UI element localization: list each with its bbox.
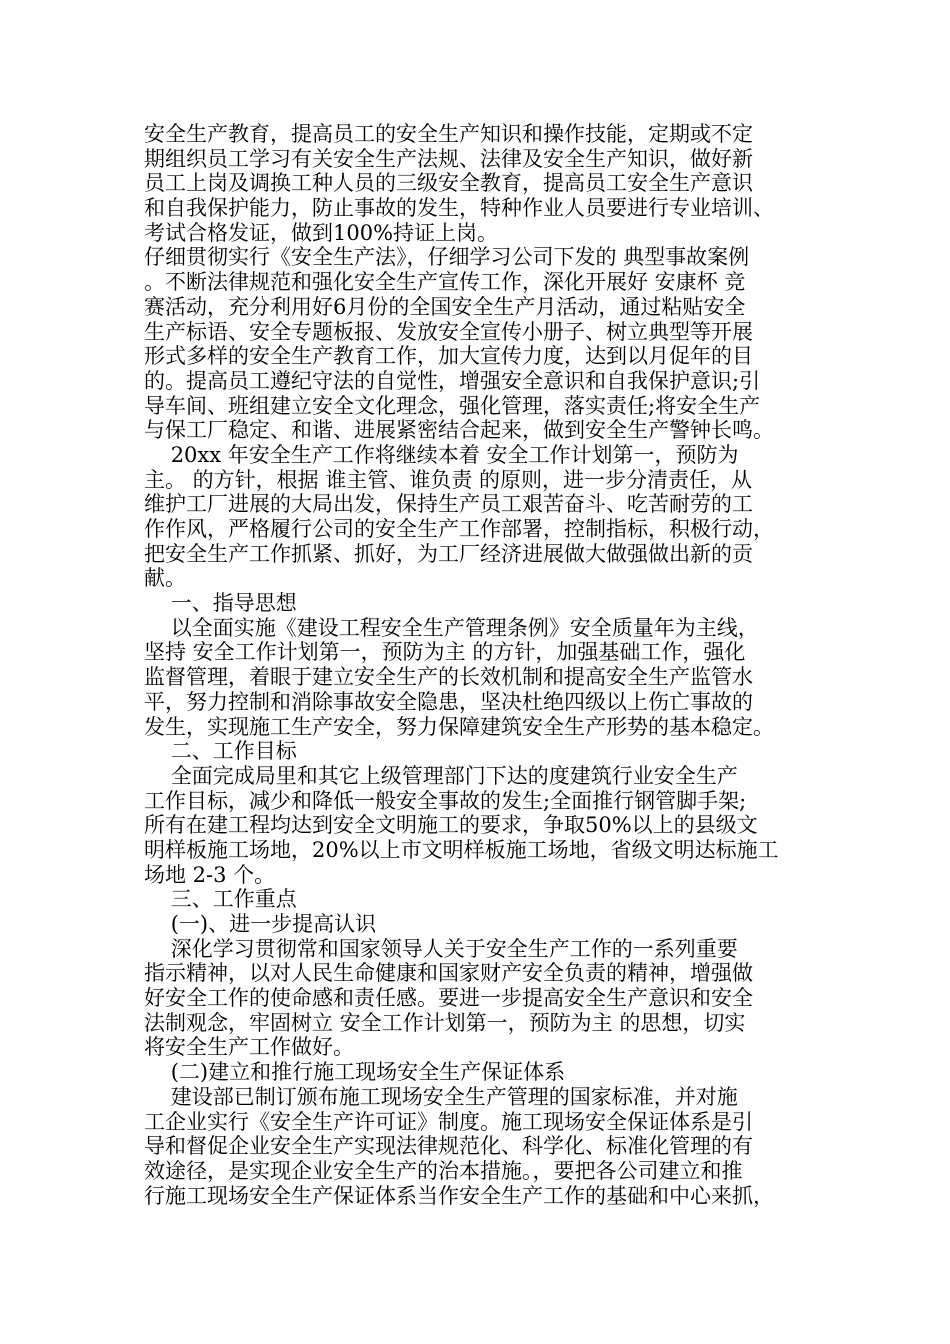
text-line: 生产标语、安全专题板报、发放安全宣传小册子、树立典型等开展: [144, 319, 753, 344]
text-line: 期组织员工学习有关安全生产法规、法律及安全生产知识，做好新: [144, 146, 753, 171]
section-heading: 二、工作目标: [144, 739, 297, 764]
text-line: 建设部已制订颁布施工现场安全生产管理的国家标准，并对施: [144, 1084, 738, 1109]
text-line: 工作目标，减少和降低一般安全事故的发生;全面推行钢管脚手架;: [144, 788, 747, 813]
text-line: 导和督促企业安全生产实现法律规范化、科学化、标准化管理的有: [144, 1134, 753, 1159]
text-line: 法制观念，牢固树立 安全工作计划第一，预防为主 的思想，切实: [144, 1010, 746, 1035]
text-line: 好安全工作的使命感和责任感。要进一步提高安全生产意识和安全: [144, 986, 753, 1011]
text-line: 的。提高员工遵纪守法的自觉性，增强安全意识和自我保护意识;引: [144, 368, 761, 393]
text-line: 效途径，是实现企业安全生产的治本措施。，要把各公司建立和推: [144, 1158, 743, 1183]
text-line: 坚持 安全工作计划第一，预防为主 的方针，加强基础工作，强化: [144, 640, 746, 665]
text-line: 以全面实施《建设工程安全生产管理条例》安全质量年为主线，: [144, 615, 759, 640]
text-line: 全面完成局里和其它上级管理部门下达的度建筑行业安全生产: [144, 763, 738, 788]
text-line: 把安全生产工作抓紧、抓好，为工厂经济进展做大做强做出新的贡: [144, 541, 753, 566]
subsection-heading: (二)建立和推行施工现场安全生产保证体系: [144, 1060, 566, 1085]
text-line: 考试合格发证，做到100%持证上岗。: [144, 220, 499, 245]
text-line: 与保工厂稳定、和谐、进展紧密结合起来，做到安全生产警钟长鸣。: [144, 418, 774, 443]
text-line: 深化学习贯彻常和国家领导人关于安全生产工作的一系列重要: [144, 936, 738, 961]
text-line: 监督管理，着眼于建立安全生产的长效机制和提高安全生产监管水: [144, 665, 753, 690]
text-line: 作作风，严格履行公司的安全生产工作部署，控制指标，积极行动，: [144, 517, 774, 541]
text-line: 所有在建工程均达到安全文明施工的要求，争取50%以上的县级文: [144, 813, 758, 838]
text-line: 形式多样的安全生产教育工作，加大宣传力度，达到以月促年的目: [144, 344, 753, 369]
text-line: 安全生产教育，提高员工的安全生产知识和操作技能，定期或不定: [144, 122, 753, 146]
text-line: 员工上岗及调换工种人员的三级安全教育，提高员工安全生产意识: [144, 171, 753, 196]
text-line: 维护工厂进展的大局出发，保持生产员工艰苦奋斗、吃苦耐劳的工: [144, 492, 753, 517]
document-body: [144, 122, 824, 1208]
section-heading: 一、指导思想: [144, 591, 297, 616]
text-line: 赛活动，充分利用好6月份的全国安全生产月活动，通过粘贴安全: [144, 294, 746, 319]
text-line: 发生，实现施工生产安全，努力保障建筑安全生产形势的基本稳定。: [144, 714, 774, 739]
subsection-heading: (一)、进一步提高认识: [144, 912, 377, 936]
text-line: 20xx 年安全生产工作将继续本着 安全工作计划第一，预防为: [144, 442, 739, 467]
text-line: 和自我保护能力，防止事故的发生，特种作业人员要进行专业培训、: [144, 196, 774, 221]
section-heading: 三、工作重点: [144, 887, 297, 912]
text-line: 主。 的方针，根据 谁主管、谁负责 的原则，进一步分清责任，从: [144, 467, 753, 492]
text-line: 将安全生产工作做好。: [144, 1035, 354, 1060]
text-line: 导车间、班组建立安全文化理念，强化管理，落实责任;将安全生产: [144, 393, 761, 418]
text-line: 场地 2-3 个。: [144, 862, 276, 887]
text-line: 行施工现场安全生产保证体系当作安全生产工作的基础和中心来抓，: [144, 1183, 774, 1208]
text-line: 指示精神，以对人民生命健康和国家财产安全负责的精神，增强做: [144, 961, 753, 986]
text-line: 明样板施工场地，20%以上市文明样板施工场地，省级文明达标施工: [144, 837, 779, 862]
text-line: 献。: [144, 566, 186, 591]
text-line: 工企业实行《安全生产许可证》制度。施工现场安全保证体系是引: [144, 1109, 753, 1134]
text-line: 平，努力控制和消除事故安全隐患，坚决杜绝四级以上伤亡事故的: [144, 689, 753, 714]
text-line: 。不断法律规范和强化安全生产宣传工作，深化开展好 安康杯 竞: [144, 270, 746, 295]
text-line: 仔细贯彻实行《安全生产法》，仔细学习公司下发的 典型事故案例: [144, 245, 750, 270]
